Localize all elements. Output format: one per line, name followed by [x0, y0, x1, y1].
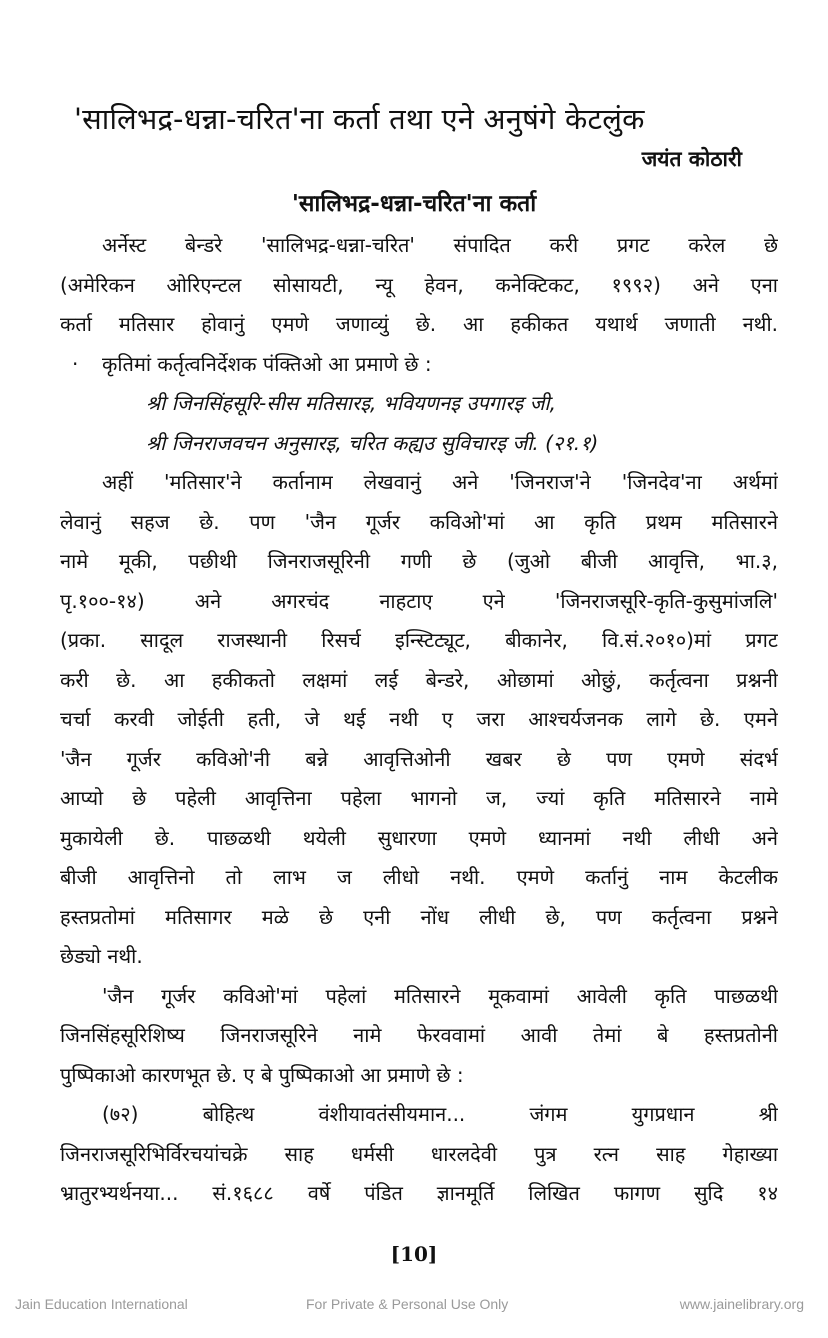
- text-line: आप्यो छे पहेली आवृत्तिना पहेला भागनो ज, ज्यां कृति मतिसारने नामे: [60, 786, 778, 810]
- text-line: कर्ता मतिसार होवानुं एमणे जणाव्युं छे. आ हकीकत यथार्थ जणाती नथी.: [60, 312, 778, 336]
- text-line: [60, 345, 778, 385]
- text-span: कृतिमां कर्तृत्वनिर्देशक पंक्तिओ आ प्रमाणे छे :: [102, 351, 432, 376]
- text-line: 'जैन गूर्जर कविओ'नी बन्ने आवृत्तिओनी खबर छे पण एमणे संदर्भ: [60, 746, 778, 771]
- text-line: बीजी आवृत्तिनो तो लाभ ज लीधो नथी. एमणे कर्तानुं नाम केटलीक: [60, 865, 778, 889]
- text-line: भ्रातुरभ्यर्थनया... सं.१६८८ वर्षे पंडित ज्ञानमूर्ति लिखित फागण सुदि १४: [60, 1181, 778, 1205]
- footer-publisher: Jain Education International: [15, 1296, 188, 1312]
- author-name: जयंत कोठारी: [641, 147, 742, 171]
- text-line: पृ.१००-१४) अने अगरचंद नाहटाए एने 'जिनराजसूरि-कृति-कुसुमांजलि': [60, 588, 778, 613]
- text-line: नामे मूकी, पछीथी जिनराजसूरिनी गणी छे (जुओ बीजी आवृत्ति, भा.३,: [60, 549, 778, 573]
- verse-line: श्री जिनराजवचन अनुसारइ, चरित कह्यउ सुविचारइ जी. (२१.१): [146, 430, 599, 455]
- page-footer: [0, 1296, 828, 1320]
- article-body: [60, 226, 778, 1214]
- text-line: 'जैन गूर्जर कविओ'मां पहेलां मतिसारने मूकवामां आवेली कृति पाछळथी: [102, 983, 778, 1008]
- section-heading: 'सालिभद्र-धन्ना-चरित'ना कर्ता: [291, 191, 537, 217]
- text-line: (प्रका. सादूल राजस्थानी रिसर्च इन्स्टिट्यूट, बीकानेर, वि.सं.२०१०)मां प्रगट: [60, 628, 778, 652]
- article-title: 'सालिभद्र-धन्ना-चरित'ना कर्ता तथा एने अनुषंगे केटलुंक: [74, 102, 645, 136]
- page-number: [10]: [390, 1242, 438, 1266]
- text-line: (७२) बोहित्थ वंशीयावतंसीयमान... जंगम युगप्रधान श्री: [102, 1102, 778, 1126]
- text-line: हस्तप्रतोमां मतिसागर मळे छे एनी नोंध लीधी छे, पण कर्तृत्वना प्रश्नने: [60, 904, 778, 929]
- text-line: लेवानुं सहज छे. पण 'जैन गूर्जर कविओ'मां आ कृति प्रथम मतिसारने: [60, 509, 778, 534]
- text-line: (अमेरिकन ओरिएन्टल सोसायटी, न्यू हेवन, कनेक्टिकट, १९९२) अने एना: [60, 272, 778, 297]
- text-line: पुष्पिकाओ कारणभूत छे. ए बे पुष्पिकाओ आ प्रमाणे छे :: [60, 1062, 464, 1087]
- footer-website-link[interactable]: www.jainelibrary.org: [679, 1296, 804, 1312]
- text-line: जिनसिंहसूरिशिष्य जिनराजसूरिने नामे फेरववामां आवी तेमां बे हस्तप्रतोनी: [60, 1023, 778, 1047]
- text-line: अर्नेस्ट बेन्डरे 'सालिभद्र-धन्ना-चरित' संपादित करी प्रगट करेल छे: [102, 233, 778, 257]
- text-line: चर्चा करवी जोईती हती, जे थई नथी ए जरा आश्चर्यजनक लागे छे. एमने: [60, 707, 778, 731]
- text-line: जिनराजसूरिभिर्विरचयांचक्रे साह धर्मसी धारलदेवी पुत्र रत्न साह गेहाख्या: [60, 1141, 778, 1166]
- text-line: मुकायेली छे. पाछळथी थयेली सुधारणा एमणे ध्यानमां नथी लीधी अने: [60, 825, 778, 850]
- verse-line: श्री जिनसिंहसूरि-सीस मतिसारइ, भवियणनइ उपगारइ जी,: [146, 391, 556, 415]
- text-line: अहीं 'मतिसार'ने कर्तानाम लेखवानुं अने 'जिनराज'ने 'जिनदेव'ना अर्थमां: [102, 470, 778, 494]
- footer-usage-notice: For Private & Personal Use Only: [306, 1296, 509, 1312]
- text-line: छेड्यो नथी.: [60, 944, 143, 968]
- text-line: करी छे. आ हकीकतो लक्षमां लई बेन्डरे, ओछामां ओछुं, कर्तृत्वना प्रश्ननी: [60, 667, 778, 692]
- bullet-mark: ·: [72, 351, 79, 376]
